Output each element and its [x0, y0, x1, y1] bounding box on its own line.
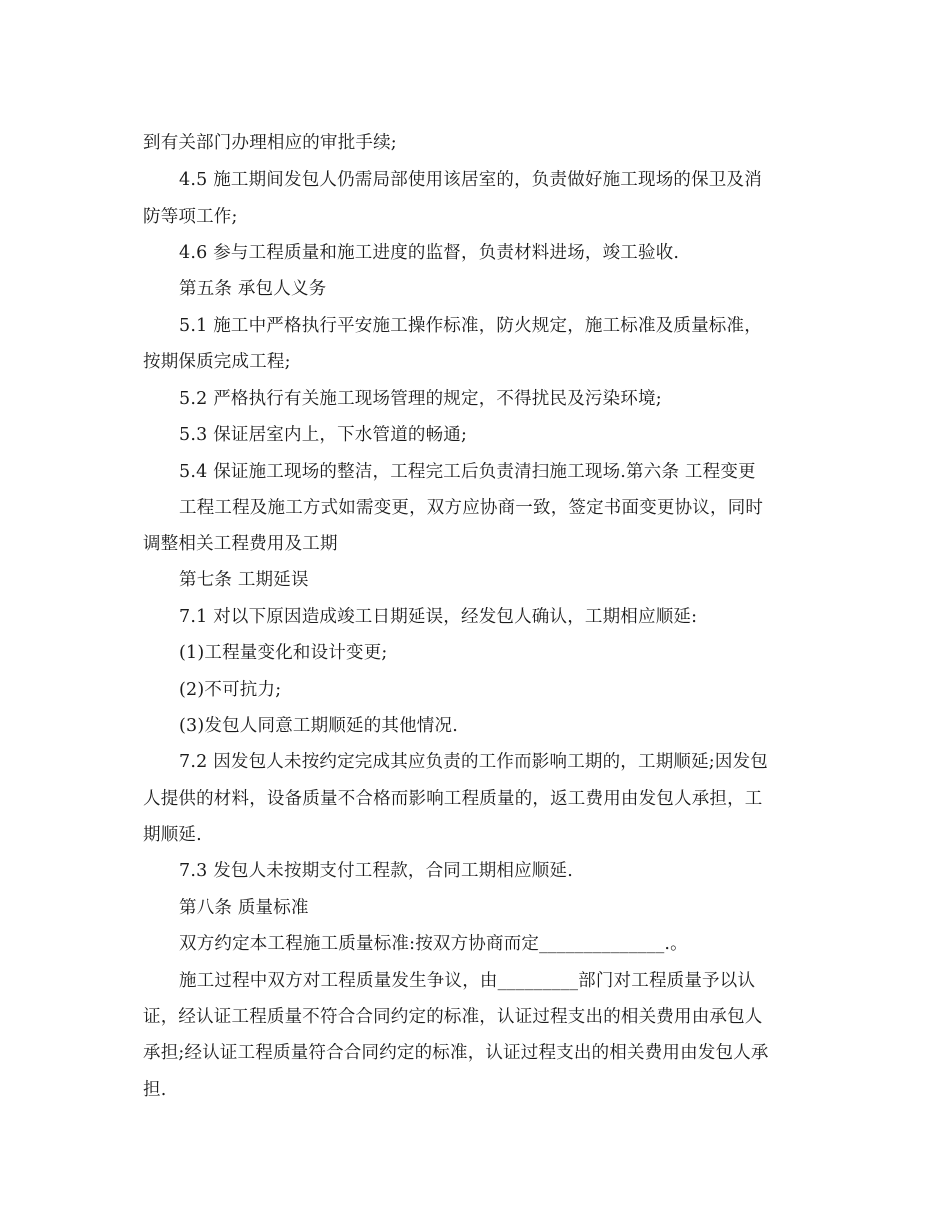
list-item: (3)发包人同意工期顺延的其他情况. [179, 716, 458, 736]
section-heading: 第八条 质量标准 [179, 898, 309, 918]
text-line: 4.5 施工期间发包人仍需局部使用该居室的，负责做好施工现场的保卫及消 [179, 170, 762, 190]
text-line: 5.4 保证施工现场的整洁，工程完工后负责清扫施工现场.第六条 工程变更 [179, 462, 756, 482]
text-line: 调整相关工程费用及工期 [143, 534, 338, 554]
text-line: 4.6 参与工程质量和施工进度的监督，负责材料进场，竣工验收. [179, 243, 680, 263]
text-line: 7.1 对以下原因造成竣工日期延误，经发包人确认，工期相应顺延: [179, 607, 698, 627]
text-line: 防等项工作; [143, 207, 238, 227]
text-line: 5.3 保证居室内上，下水管道的畅通; [179, 425, 468, 445]
text-line: 5.2 严格执行有关施工现场管理的规定，不得扰民及污染环境; [179, 389, 662, 409]
list-item: (2)不可抗力; [179, 680, 282, 700]
text-line: 5.1 施工中严格执行平安施工操作标准，防火规定，施工标准及质量标准， [179, 316, 762, 336]
text-line: 到有关部门办理相应的审批手续; [143, 133, 397, 153]
text-line: 施工过程中双方对工程质量发生争议，由_________部门对工程质量予以认 [179, 971, 756, 991]
text-line: 7.3 发包人未按期支付工程款，合同工期相应顺延. [179, 861, 573, 881]
section-heading: 第五条 承包人义务 [179, 279, 327, 299]
text-line: 承担;经认证工程质量符合合同约定的标准，认证过程支出的相关费用由发包人承 [143, 1043, 769, 1063]
list-item: (1)工程量变化和设计变更; [179, 643, 388, 663]
text-line: 双方约定本工程施工质量标准:按双方协商而定______________.。 [179, 934, 688, 954]
text-line: 工程工程及施工方式如需变更，双方应协商一致，签定书面变更协议，同时 [179, 498, 764, 518]
text-line: 担. [143, 1080, 167, 1100]
text-line: 证，经认证工程质量不符合合同约定的标准，认证过程支出的相关费用由承包人 [143, 1007, 763, 1027]
text-line: 人提供的材料，设备质量不合格而影响工程质量的，返工费用由发包人承担，工 [143, 789, 763, 809]
text-line: 7.2 因发包人未按约定完成其应负责的工作而影响工期的，工期顺延;因发包 [179, 752, 768, 772]
section-heading: 第七条 工期延误 [179, 570, 309, 590]
text-line: 按期保质完成工程; [143, 352, 291, 372]
text-line: 期顺延. [143, 825, 202, 845]
